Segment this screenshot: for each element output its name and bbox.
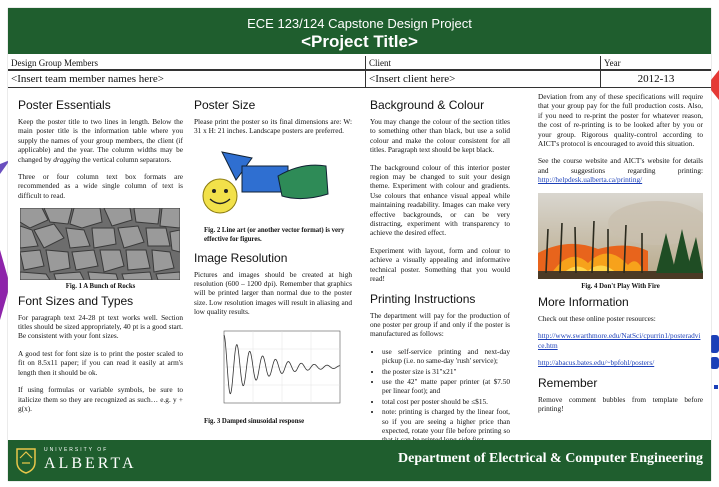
heading-remember: Remember (538, 375, 598, 390)
crest-icon (16, 448, 36, 474)
paragraph: Keep the poster title to two lines in length. Below the main poster title is the information table where you supply the names of your group members, the client (if applicable) and the year. The column widths may be changed by dragging the vertical column separators. (18, 117, 183, 164)
paragraph: Remove comment bubbles from template before printing! (538, 394, 703, 414)
column-1 (18, 98, 183, 421)
info-value-row (8, 70, 711, 88)
client-value[interactable]: <Insert client here> (366, 71, 601, 87)
paragraph: A good test for font size is to print the poster scaled to fit on 8.5x11 paper; if you can read it easily at arm's length then it should be ok. (18, 348, 183, 377)
members-value[interactable]: <Insert team member names here> (8, 71, 366, 87)
client-label: Client (366, 56, 601, 69)
damped-sinusoid-plot (210, 325, 346, 415)
paragraph (538, 331, 703, 350)
poster-footer (8, 440, 711, 481)
year-value[interactable]: 2012-13 (637, 73, 675, 85)
column-4 (538, 92, 703, 422)
paragraph: See the course website and AICT's website for details and suggestions regarding printing: http://helpdesk.ualberta.ca/printing/ (538, 156, 703, 185)
heading-poster-size: Poster Size (194, 98, 256, 112)
figure-caption-2: Fig. 2 Line art (or another vector format) is very effective for figures. (204, 226, 345, 244)
list-item: • use the 42" matte paper printer (at $7.50 per linear foot); and (382, 377, 510, 396)
swarthmore-link[interactable]: http://www.swarthmore.edu/NatSci/cpurrin1/posteradvice.htm (538, 331, 701, 350)
heading-printing-instructions: Printing Instructions (370, 291, 476, 306)
figure-caption-1: Fig. 1 A Bunch of Rocks (65, 283, 136, 291)
list-item: • use self-service printing and next-day pickup (i.e. no same-day 'rush' service); (382, 347, 510, 366)
paragraph: Check out these online poster resources: (538, 314, 656, 324)
list-item: • total cost per poster should be ≤$15. (382, 397, 510, 406)
column-3 (370, 98, 510, 451)
university-of-text: UNIVERSITY OF (44, 447, 109, 453)
members-label: Design Group Members (8, 56, 366, 69)
heading-poster-essentials: Poster Essentials (18, 98, 111, 112)
university-logo (16, 446, 146, 476)
heading-more-information: More Information (538, 295, 629, 310)
figure-caption-3: Fig. 3 Damped sinusoidal response (204, 417, 305, 425)
paragraph: The department will pay for the production of one poster per group if and only if the poster is manufactured as follows: (370, 310, 510, 339)
project-title[interactable]: <Project Title> (301, 32, 418, 51)
bates-link[interactable]: http://abacus.bates.edu/~bpfohl/posters/ (538, 358, 655, 368)
paragraph: Three or four column text box formats are recommended as a wide single column of text is difficult to read. (18, 172, 183, 200)
paragraph: Pictures and images should be created at high resolution (600 – 1200 dpi). Remember that graphics will be printed larger than normal due to the poster size. Low resolution images will result in aliasing and low quality results. (194, 269, 352, 317)
paragraph: You may change the colour of the section titles to something other than black, but use a solid colour and make the colour consistent for all titles. Paragraph text should be kept black. (370, 117, 510, 155)
paragraph: If using formulas or variable symbols, be sure to italicize them so they are recognized as such… e.g. y + g(x). (18, 385, 183, 413)
info-table (8, 56, 711, 90)
course-title: ECE 123/124 Capstone Design Project (247, 16, 472, 31)
poster (8, 8, 711, 481)
paragraph: Deviation from any of these specifications will require that your group pay for the full production costs. Also, if you need to re-print the poster for whatever reason, the cost of re-printing is to be looked after by you or your group. Rigorous quality-control according to AICT's protocol is encouraged to avoid this situation. (538, 92, 703, 149)
heading-background-colour: Background & Colour (370, 98, 485, 112)
figure-caption-4: Fig. 4 Don't Play With Fire (581, 282, 660, 290)
fire-image (538, 193, 703, 279)
poster-header (8, 8, 711, 54)
paragraph: Please print the poster so its final dimensions are: W: 31 x H: 21 inches. Landscape posters are preferred. (194, 117, 352, 136)
printing-link[interactable]: http://helpdesk.ualberta.ca/printing/ (538, 175, 643, 185)
paragraph: The background colour of this interior poster region may be changed to suit your design theme. Experiment with colour and gradients. Use colours that enhance visual appeal while maintaining readability. Images can make very effective backgrounds, or can be very distracting, experiment with transparency to achieve the desired effect. (370, 162, 510, 238)
info-label-row (8, 56, 711, 70)
line-art-figure (194, 144, 352, 224)
year-label: Year (604, 58, 621, 68)
rocks-image (20, 208, 180, 280)
list-item: • note: printing is charged by the linear foot, so if you are seeing a higher price than expected, rotate your file before printing so (382, 407, 510, 445)
printing-list (370, 347, 510, 445)
heading-font-sizes: Font Sizes and Types (18, 293, 134, 308)
paragraph (538, 358, 703, 367)
paragraph: Experiment with layout, form and colour to achieve a visually appealing and informative technical poster. Something that you would read! (370, 245, 510, 284)
heading-image-resolution: Image Resolution (194, 250, 288, 265)
column-2 (194, 98, 352, 426)
list-item: • the poster size is 31"x21" (382, 367, 510, 376)
department-name: Department of Electrical & Computer Engineering (398, 451, 703, 466)
paragraph: For paragraph text 24-28 pt text works well. Section titles should be sized appropriately, 40 pt is a good start. Be consistent with your font sizes. (18, 312, 183, 341)
alberta-text: ALBERTA (44, 455, 137, 472)
